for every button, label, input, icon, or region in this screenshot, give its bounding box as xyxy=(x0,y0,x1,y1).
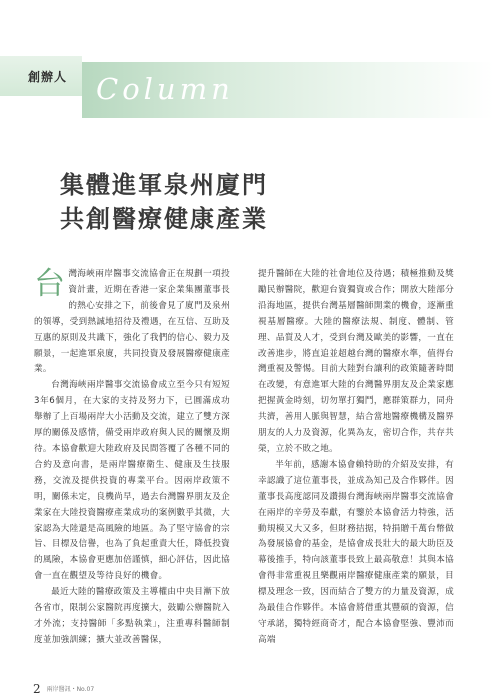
paragraph-text: 灣海峽兩岸醫事交流協會正在規劃一項投資計畫，近期在香港一家企業集團董事長的熱心安排之下，前後會見了廈門及泉州的領導，受到熱誠地招待及禮遇，在互信、互助及互惠的原則及共識下，強化了我們的信心、毅力及願景，一起進軍泉廈，共同投資及發展醫療健康產業。 xyxy=(34,269,230,375)
drop-cap: 台 xyxy=(34,266,66,302)
article-column-left xyxy=(34,267,230,649)
article-title-line-2: 共創醫療健康產業 xyxy=(60,205,268,233)
article-title-line-1: 集體進軍泉州廈門 xyxy=(60,171,268,199)
column-header xyxy=(0,56,494,118)
column-category-label: 創辦人 xyxy=(28,70,68,84)
article-paragraph: 最近大陸的醫療政策及主導權由中央目漸下放各省市，限制公家醫院再度擴大，鼓勵公辦醫院入才外流；支持醫師「多點執業」，注重專科醫師制度並加強訓練；擴大並改善醫保， xyxy=(34,587,230,645)
page-number: 2 xyxy=(33,682,41,696)
article-title xyxy=(60,168,460,236)
article-column-right xyxy=(258,267,454,649)
article-paragraph: 半年前，感謝本協會賴特助的介紹及安排，有幸認識了這位董事長，並成為知己及合作夥伴。因董事長高度認同及讚揚台灣海峽兩岸醫事交流協會在兩岸的辛勞及奉獻，有鑒於本協會活力特強，活動規模又大又多，但財務拮据，特捐贈千萬台幣做為發展協會的基金，是協會成長壯大的最大助臣及幕後推手，特向該董事長致上最高敬意！其與本協會得非常重視且樂觀兩岸醫療健康產業的願景，目標及理念一致，因而結合了雙方的力量及資源，成為最佳合作夥伴。本協會將借重其豐碩的資源，信守承諾，獨特經商奇才，配合本協會堅強、豐沛而高端 xyxy=(258,459,454,645)
article-paragraph: 提升醫師在大陸的社會地位及待遇；積極推動及獎勵民辦醫院，歡迎台資獨資或合作；開放大陸部分沿海地區，提供台灣基層醫師開業的機會，逐漸重視基層醫療。大陸的醫療法規、制度、體制、管理、品質及人才，受到台灣及歐美的影響，一直在改善進步，將直追並超越台灣的醫療水準，值得台灣重視及警惕。目前大陸對台讓利的政策隨著時間在改變，有意進軍大陸的台灣醫界朋友及企業家應把握黃金時刻，切勿單打獨鬥，應群策群力，同舟共濟，善用人脈與智慧，結合當地醫療機構及醫界朋友的人力及資源，化異為友，密切合作，共存共榮，立於不敗之地。 xyxy=(258,269,454,454)
page-footer xyxy=(33,682,94,696)
column-word: Column xyxy=(96,72,234,106)
publication-name: 兩岸醫訊・No.07 xyxy=(46,686,95,693)
article-paragraph: 台灣海峽兩岸醫事交流協會成立至今只有短短3年6個月，在大家的支持及努力下，已圓滿成功舉辦了上百場兩岸大小活動及交流，建立了雙方深厚的關係及感情，備受兩岸政府與人民的關懷及期待。本協會歡迎大陸政府及民間答覆了各種不同的合約及意向書，是兩岸醫療衛生、健康及生技服務，交流及提供投資的專業平台。因兩岸政策不明，關係未定，良機尚早，過去台灣醫界朋友及企業家在大陸投資醫療產業成功的案例數乎其微，大家認為大陸還是高風險的地區。為了堅守協會的宗旨、目標及信譽，也為了負起重責大任，降低投資的風險，本協會更應加倍謹慎，細心評估，因此協會一直在觀望及等待良好的機會。 xyxy=(34,380,230,582)
article-paragraph xyxy=(34,267,230,378)
